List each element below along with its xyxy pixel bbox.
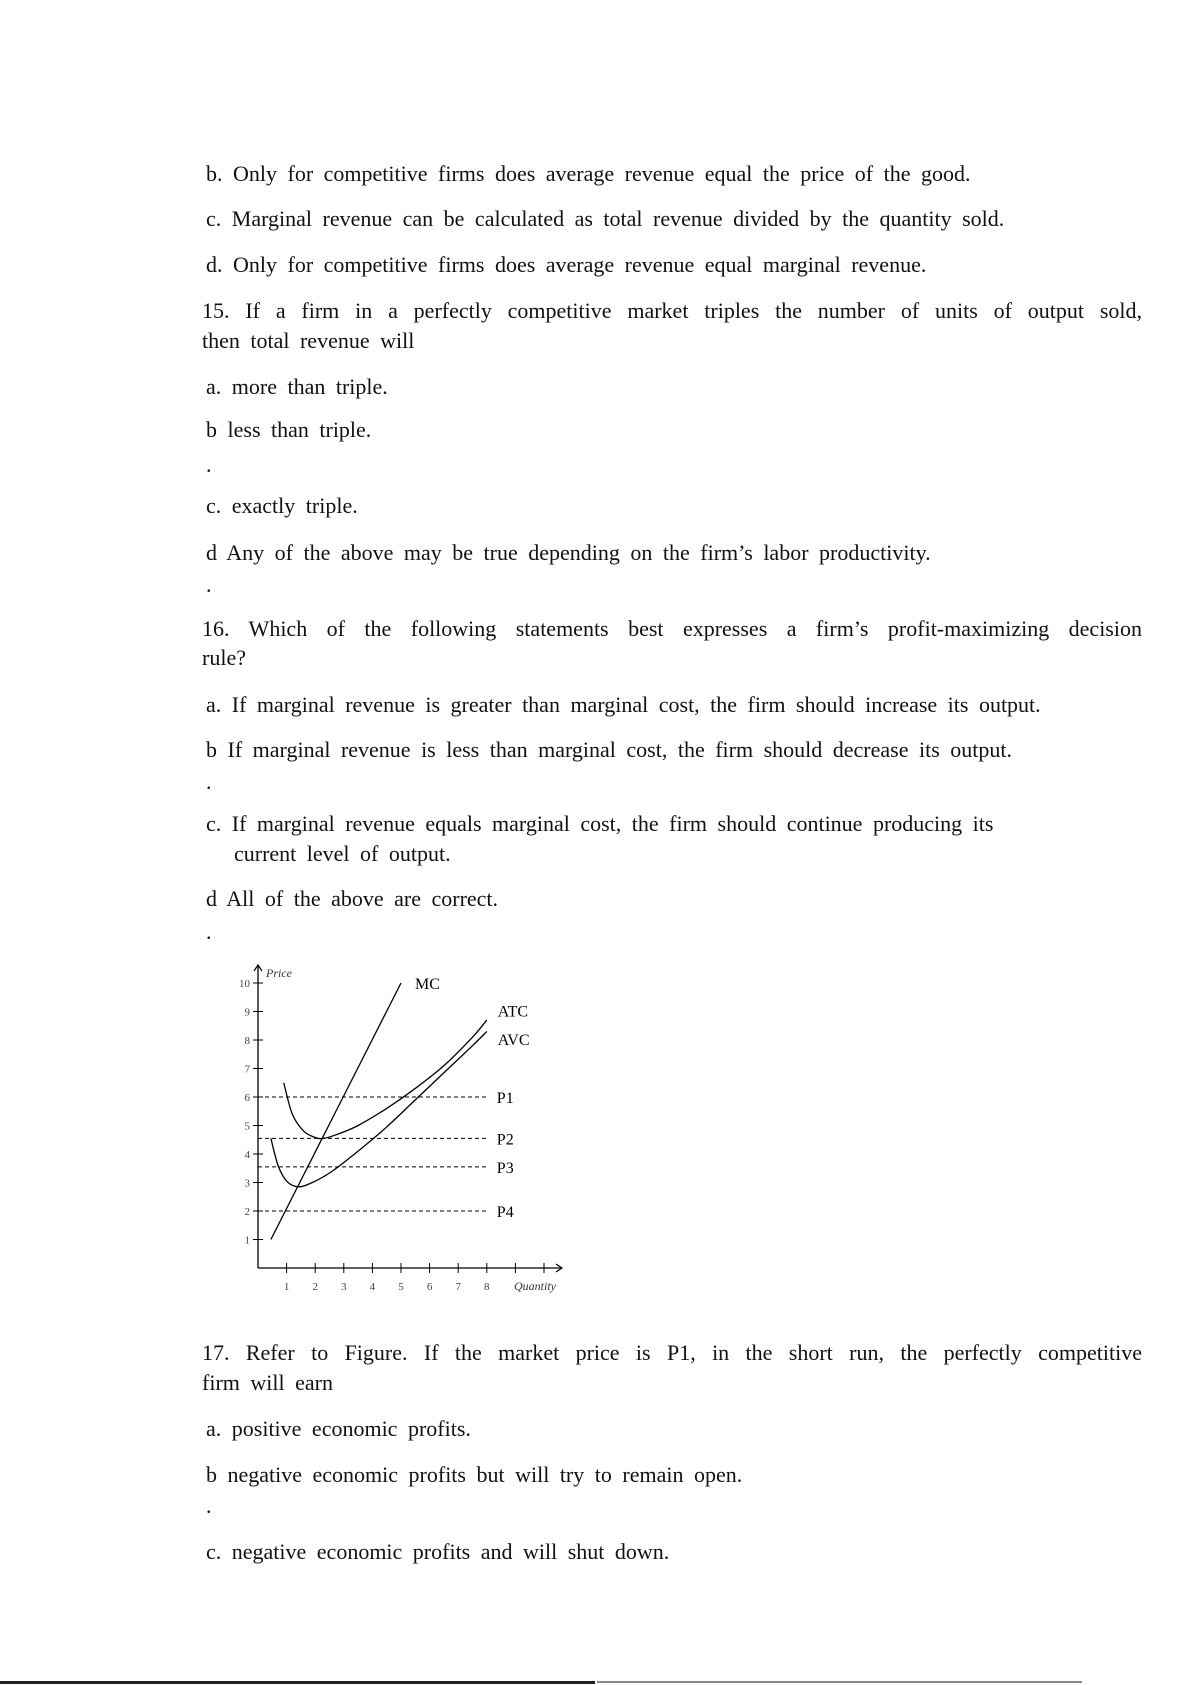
y-tick-label: 5 — [244, 1120, 250, 1133]
q15-option-b: b less than triple. — [206, 417, 372, 442]
x-tick-label: 2 — [312, 1281, 318, 1293]
q14-option-c: c. Marginal revenue can be calculated as total revenue divided by the quantity sold. — [206, 206, 1005, 231]
y-tick-label: 7 — [244, 1063, 250, 1076]
q17-option-b: b negative economic profits but will try to remain open. — [206, 1462, 743, 1487]
curve-atc — [284, 1020, 487, 1139]
y-tick-label: 10 — [239, 978, 250, 990]
q16-option-d-dot: . — [206, 919, 212, 944]
curve-label-avc: AVC — [497, 1032, 530, 1049]
y-tick-label: 1 — [244, 1234, 250, 1247]
y-tick-label: 8 — [244, 1035, 250, 1047]
q17-option-b-dot: . — [206, 1493, 212, 1518]
y-tick-label: 4 — [244, 1149, 250, 1161]
price-level-label: P2 — [496, 1131, 514, 1149]
q17-stem-line1: 17. Refer to Figure. If the market price is P1, in the short run, the perfectly competitive — [202, 1340, 1142, 1365]
curve-label-mc: MC — [415, 976, 440, 993]
price-level-label: P3 — [496, 1159, 514, 1177]
x-tick-label: 7 — [455, 1281, 461, 1293]
curve-avc — [271, 1031, 487, 1186]
page-divider — [0, 1681, 595, 1684]
q16-option-c-line2: current level of output. — [234, 841, 451, 866]
q15-option-c: c. exactly triple. — [206, 493, 358, 518]
x-tick-label: 8 — [484, 1281, 490, 1293]
page-divider-gray — [597, 1681, 1082, 1683]
q15-stem-line2: then total revenue will — [202, 328, 415, 353]
q16-option-c-line1: c. If marginal revenue equals marginal cost, the firm should continue producing its — [206, 811, 994, 836]
y-tick-label: 6 — [244, 1092, 250, 1104]
q16-stem-line1: 16. Which of the following statements best expresses a firm’s profit-maximizing decision — [202, 616, 1142, 641]
curve-label-atc: ATC — [497, 1003, 529, 1021]
q17-option-c: c. negative economic profits and will shut down. — [206, 1539, 670, 1564]
q15-option-d-dot: . — [206, 572, 212, 597]
q16-option-b-dot: . — [206, 769, 212, 794]
q15-option-d: d Any of the above may be true depending on the firm’s labor productivity. — [206, 540, 931, 565]
q16-stem-line2: rule? — [202, 645, 246, 670]
x-tick-label: 6 — [426, 1281, 433, 1293]
x-axis-label: Quantity — [514, 1279, 556, 1293]
q15-stem-line1: 15. If a firm in a perfectly competitive market triples the number of units of output sold, — [202, 298, 1142, 323]
q14-option-d: d. Only for competitive firms does average revenue equal marginal revenue. — [206, 252, 927, 277]
x-tick-label: 4 — [369, 1281, 376, 1293]
x-tick-label: 1 — [283, 1281, 290, 1293]
y-axis-label: Price — [266, 966, 292, 980]
q17-option-a: a. positive economic profits. — [206, 1416, 471, 1441]
x-tick-label: 5 — [398, 1281, 404, 1293]
q14-option-b: b. Only for competitive firms does average revenue equal the price of the good. — [206, 161, 971, 186]
q17-stem-line2: firm will earn — [202, 1370, 333, 1395]
price-level-label: P4 — [496, 1204, 514, 1221]
y-tick-label: 2 — [244, 1206, 250, 1218]
q15-option-a: a. more than triple. — [206, 374, 388, 399]
y-tick-label: 9 — [244, 1006, 250, 1019]
q16-option-b: b If marginal revenue is less than marginal cost, the firm should decrease its output. — [206, 737, 1013, 762]
x-tick-label: 3 — [341, 1281, 347, 1293]
q15-option-b-dot: . — [206, 452, 212, 477]
y-tick-label: 3 — [244, 1177, 250, 1190]
price-level-label: P1 — [496, 1090, 514, 1107]
q16-option-d: d All of the above are correct. — [206, 886, 499, 911]
q16-option-a: a. If marginal revenue is greater than marginal cost, the firm should increase its output. — [206, 692, 1041, 717]
